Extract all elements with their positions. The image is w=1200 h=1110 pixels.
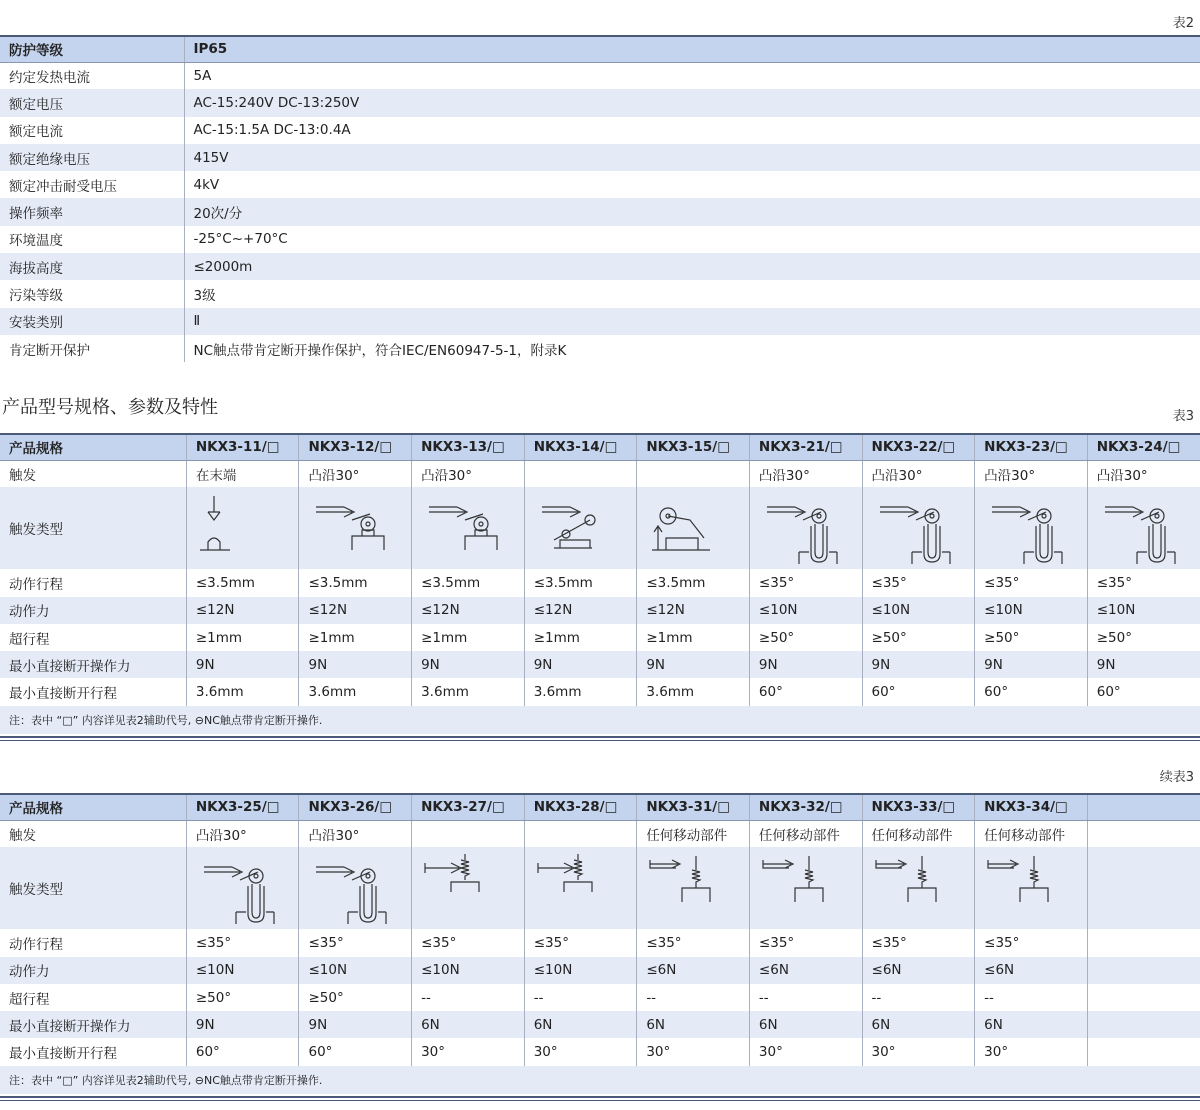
cell-value: ≥50° [299,984,412,1011]
cell-value: 60° [1087,678,1200,705]
cell-value: ≤35° [862,569,975,596]
cell-value: ≥1mm [637,624,750,651]
cell-value: ≤6N [862,957,975,984]
fork-actuator-icon [1097,490,1200,566]
cell-value: -- [524,984,637,1011]
row-label: 动作行程 [9,576,63,593]
cell-value: 任何移动部件 [862,820,975,847]
trigger-symbol-cell [299,487,412,569]
cell-value: ≤10N [524,957,637,984]
cell-value [524,460,637,487]
table2-row [0,144,1200,171]
fork-actuator-icon [196,850,299,926]
cell-value: 9N [412,651,525,678]
empty-cell [1087,984,1200,1011]
cell-value: ≤35° [862,929,975,956]
cell-value: -- [749,984,862,1011]
model-name: NKX3-23/□ [975,434,1088,460]
table3b-header-row [0,794,1200,820]
row-label: 最小直接断开操作力 [0,651,186,678]
cell-value: ≤35° [1087,569,1200,596]
table2-label: 肯定断开保护 [9,342,90,359]
pivot-actuator-icon [646,490,749,566]
cell-value: 60° [975,678,1088,705]
row-label: 动作力 [0,957,186,984]
table3-row [0,624,1200,651]
roller-actuator-icon [421,490,524,566]
cell-value: ≥50° [862,624,975,651]
cell-value: 30° [412,1038,525,1065]
row-label: 触发类型 [0,487,186,569]
cell-value: 凸沿30° [749,460,862,487]
table2-row [0,62,1200,89]
cell-value: 任何移动部件 [637,820,750,847]
table3-row [0,569,1200,596]
empty-cell [1087,820,1200,847]
spring-arrow-actuator-icon [759,850,862,926]
cell-value: ≤3.5mm [524,569,637,596]
table2-row [0,89,1200,116]
model-name: NKX3-26/□ [299,794,412,820]
table2-label: 操作频率 [0,198,184,225]
table3b-caption: 续表3 [1159,770,1194,785]
fork-actuator-icon [984,490,1087,566]
table3-bottom-rule [0,736,1200,741]
model-name: NKX3-13/□ [412,434,525,460]
header-label: 产品规格 [0,434,186,460]
table3-note-row [0,706,1200,734]
cell-value: 60° [299,1038,412,1065]
spring-actuator-icon [421,850,524,926]
table2-label: 海拔高度 [0,253,184,280]
trigger-symbol-cell [412,487,525,569]
plunger-actuator-icon [196,490,299,566]
cell-value: 9N [862,651,975,678]
cell-value: ≥50° [749,624,862,651]
row-label: 触发 [9,827,36,844]
cell-value: 30° [749,1038,862,1065]
empty-cell [1087,1038,1200,1065]
cell-value: 9N [299,1011,412,1038]
table2-value: -25°C~+70°C [184,226,1200,253]
table2-value: AC-15:1.5A DC-13:0.4A [184,117,1200,144]
row-label: 最小直接断开操作力 [0,1011,186,1038]
cell-value: ≥1mm [412,624,525,651]
trigger-symbol-cell [975,487,1088,569]
trigger-symbol-cell [749,487,862,569]
table-note: 注：表中 “□” 内容详见表2辅助代号, ⊖NC触点带肯定断开操作. [0,706,1200,734]
cell-value: 9N [524,651,637,678]
trigger-symbol-cell [1087,487,1200,569]
cell-value: ≥1mm [186,624,299,651]
spec-table-2 [0,35,1200,362]
cell-value: 凸沿30° [862,460,975,487]
row-label: 动作行程 [9,936,63,953]
row-label: 触发 [9,467,36,484]
model-name: NKX3-21/□ [749,434,862,460]
empty-cell [1087,1011,1200,1038]
model-name: NKX3-11/□ [186,434,299,460]
cell-value: ≤10N [299,957,412,984]
cell-value [637,460,750,487]
empty-cell [1087,929,1200,956]
cell-value: ≤10N [186,957,299,984]
cell-value: ≥1mm [299,624,412,651]
table2-label: 额定绝缘电压 [0,144,184,171]
section-title: 产品型号规格、参数及特性 [2,397,218,418]
cell-value: ≥50° [975,624,1088,651]
cell-value: 6N [524,1011,637,1038]
table3-row [0,651,1200,678]
model-name: NKX3-28/□ [524,794,637,820]
table2-row [0,117,1200,144]
cell-value: 凸沿30° [1087,460,1200,487]
cell-value [524,820,637,847]
table3-symbol-row [0,487,1200,569]
cell-value: 60° [186,1038,299,1065]
table3b-row [0,820,1200,847]
model-name: NKX3-12/□ [299,434,412,460]
cell-value: ≤10N [862,597,975,624]
trigger-symbol-cell [637,487,750,569]
cell-value: ≥50° [186,984,299,1011]
model-name: NKX3-14/□ [524,434,637,460]
cell-value: ≤12N [637,597,750,624]
table2-header-row [0,36,1200,62]
lever-actuator-icon [534,490,637,566]
model-name: NKX3-24/□ [1087,434,1200,460]
cell-value: 凸沿30° [186,820,299,847]
trigger-symbol-cell [524,847,637,929]
model-table-3-continued [0,793,1200,1094]
header-label: 产品规格 [0,794,186,820]
table3b-row [0,1038,1200,1065]
trigger-symbol-cell [1087,847,1200,929]
cell-value: ≤12N [299,597,412,624]
table2-value: AC-15:240V DC-13:250V [184,89,1200,116]
table3-row [0,460,1200,487]
trigger-symbol-cell [862,847,975,929]
model-table-3 [0,433,1200,734]
cell-value: ≤35° [186,929,299,956]
cell-value: ≤10N [412,957,525,984]
table2-caption: 表2 [1172,16,1194,31]
model-name: NKX3-34/□ [975,794,1088,820]
cell-value: ≤10N [975,597,1088,624]
table3-header-row [0,434,1200,460]
row-label: 最小直接断开行程 [9,1046,117,1063]
row-label: 触发类型 [0,847,186,929]
table2-row [0,280,1200,307]
table3b-row [0,957,1200,984]
cell-value: ≤3.5mm [186,569,299,596]
empty-cell [1087,794,1200,820]
table2-value: IP65 [184,36,1200,62]
cell-value: -- [975,984,1088,1011]
cell-value: 60° [749,678,862,705]
cell-value: ≤10N [749,597,862,624]
table2-label: 额定电流 [9,124,63,141]
table2-row [0,198,1200,225]
cell-value: ≤12N [524,597,637,624]
cell-value: ≥1mm [524,624,637,651]
table2-label: 安装类别 [0,308,184,335]
cell-value: ≤6N [749,957,862,984]
cell-value: ≤10N [1087,597,1200,624]
table2-label: 污染等级 [9,288,63,305]
model-name: NKX3-25/□ [186,794,299,820]
fork-actuator-icon [308,850,411,926]
table-note: 注：表中 “□” 内容详见表2辅助代号, ⊖NC触点带肯定断开操作. [0,1066,1200,1094]
cell-value: 9N [186,1011,299,1038]
cell-value: ≤6N [637,957,750,984]
table3b-row [0,929,1200,956]
cell-value: 6N [637,1011,750,1038]
table2-value: 4kV [184,171,1200,198]
cell-value: 30° [637,1038,750,1065]
table2-value: 5A [184,62,1200,89]
cell-value: 3.6mm [412,678,525,705]
cell-value: 9N [975,651,1088,678]
cell-value: 3.6mm [637,678,750,705]
table2-label: 防护等级 [0,36,184,62]
cell-value: ≤35° [524,929,637,956]
table2-row [0,335,1200,362]
cell-value: -- [637,984,750,1011]
model-name: NKX3-22/□ [862,434,975,460]
table2-label: 约定发热电流 [9,69,90,86]
table2-label: 额定电压 [0,89,184,116]
cell-value: 凸沿30° [299,460,412,487]
spring-arrow-actuator-icon [646,850,749,926]
table2-value: 415V [184,144,1200,171]
table2-row [0,308,1200,335]
model-name: NKX3-27/□ [412,794,525,820]
fork-actuator-icon [759,490,862,566]
cell-value: 6N [749,1011,862,1038]
cell-value: 3.6mm [299,678,412,705]
trigger-symbol-cell [299,847,412,929]
table3b-symbol-row [0,847,1200,929]
model-name: NKX3-31/□ [637,794,750,820]
trigger-symbol-cell [862,487,975,569]
empty-cell [1087,957,1200,984]
cell-value: 30° [524,1038,637,1065]
table2-row [0,226,1200,253]
cell-value: 60° [862,678,975,705]
cell-value: ≤35° [749,569,862,596]
table2-value: Ⅱ [184,308,1200,335]
cell-value: 6N [412,1011,525,1038]
row-label: 最小直接断开行程 [9,686,117,703]
trigger-symbol-cell [412,847,525,929]
table2-label: 额定冲击耐受电压 [9,178,117,195]
cell-value: ≤35° [637,929,750,956]
table3b-row [0,984,1200,1011]
cell-value: 9N [637,651,750,678]
cell-value: ≤35° [412,929,525,956]
model-name: NKX3-15/□ [637,434,750,460]
cell-value: 凸沿30° [299,820,412,847]
cell-value: 9N [186,651,299,678]
spring-arrow-actuator-icon [872,850,975,926]
table2-value: 3级 [184,280,1200,307]
cell-value: 任何移动部件 [975,820,1088,847]
cell-value: 6N [862,1011,975,1038]
table3b-bottom-rule [0,1096,1200,1101]
cell-value: ≤12N [412,597,525,624]
row-label: 超行程 [9,991,50,1008]
cell-value: 9N [299,651,412,678]
cell-value: ≤6N [975,957,1088,984]
cell-value: 任何移动部件 [749,820,862,847]
cell-value: 9N [1087,651,1200,678]
cell-value: 6N [975,1011,1088,1038]
cell-value: -- [862,984,975,1011]
trigger-symbol-cell [186,487,299,569]
table3-caption: 表3 [1172,409,1194,424]
table2-row [0,253,1200,280]
cell-value: ≥50° [1087,624,1200,651]
table3b-row [0,1011,1200,1038]
cell-value: ≤35° [299,929,412,956]
cell-value: 凸沿30° [412,460,525,487]
fork-actuator-icon [872,490,975,566]
cell-value: ≤12N [186,597,299,624]
cell-value: -- [412,984,525,1011]
cell-value [412,820,525,847]
spring-arrow-actuator-icon [984,850,1087,926]
trigger-symbol-cell [637,847,750,929]
row-label: 动作力 [0,597,186,624]
table2-value: 20次/分 [184,198,1200,225]
row-label: 超行程 [9,631,50,648]
cell-value: 3.6mm [186,678,299,705]
cell-value: ≤3.5mm [299,569,412,596]
cell-value: ≤35° [975,569,1088,596]
cell-value: 凸沿30° [975,460,1088,487]
cell-value: 9N [749,651,862,678]
cell-value: 30° [975,1038,1088,1065]
table2-label: 环境温度 [9,233,63,250]
trigger-symbol-cell [524,487,637,569]
table3-row [0,678,1200,705]
cell-value: 在末端 [186,460,299,487]
table2-value: NC触点带肯定断开操作保护，符合IEC/EN60947-5-1，附录K [184,335,1200,362]
table2-row [0,171,1200,198]
trigger-symbol-cell [749,847,862,929]
trigger-symbol-cell [975,847,1088,929]
spring-actuator-icon [534,850,637,926]
cell-value: ≤35° [749,929,862,956]
cell-value: 3.6mm [524,678,637,705]
trigger-symbol-cell [186,847,299,929]
cell-value: ≤35° [975,929,1088,956]
cell-value: ≤3.5mm [412,569,525,596]
cell-value: 30° [862,1038,975,1065]
table2-value: ≤2000m [184,253,1200,280]
table3b-note-row [0,1066,1200,1094]
model-name: NKX3-32/□ [749,794,862,820]
cell-value: ≤3.5mm [637,569,750,596]
roller-actuator-icon [308,490,411,566]
model-name: NKX3-33/□ [862,794,975,820]
table3-row [0,597,1200,624]
